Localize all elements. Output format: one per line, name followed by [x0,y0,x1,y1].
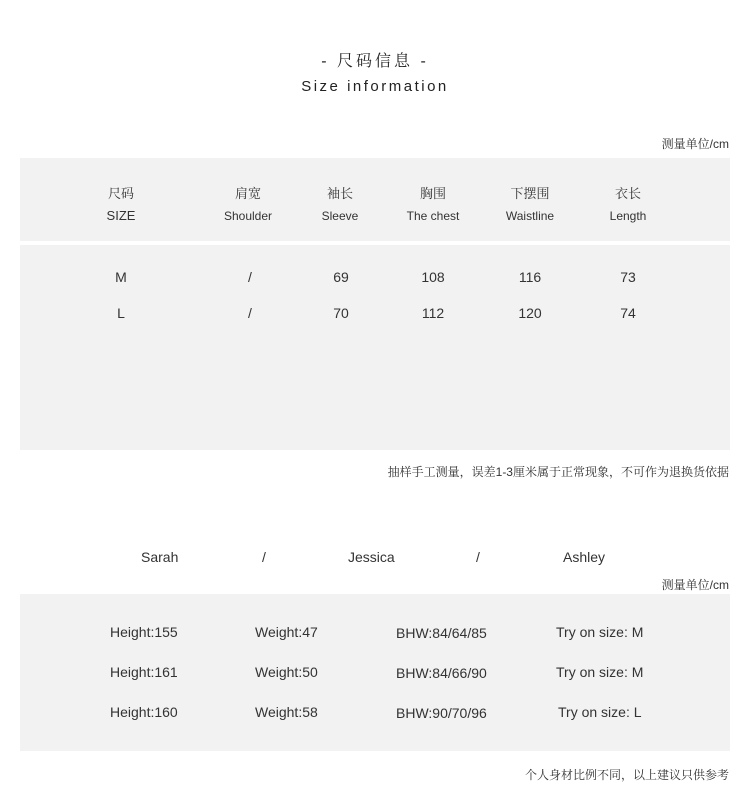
model-name-ashley: Ashley [563,549,606,565]
model-names [0,549,750,569]
header-chest-en: The chest [406,209,460,223]
model-bhw: BHW:84/66/90 [396,665,487,681]
header-waistline-en: Waistline [505,209,555,223]
header-size [66,183,176,223]
header-sleeve-en: Sleeve [321,209,359,223]
names-separator: / [262,549,266,565]
model-height: Height:160 [110,704,178,720]
cell-shoulder: / [248,305,252,321]
model-weight: Weight:50 [255,664,318,680]
section-title-en: Size information [301,78,449,95]
model-try-size: Try on size: M [556,664,644,680]
model-bhw: BHW:84/64/85 [396,625,487,641]
cell-sleeve: 69 [333,269,349,285]
header-chest [378,183,488,223]
cell-chest: 112 [421,305,445,321]
model-try-size: Try on size: M [556,624,644,640]
model-bhw: BHW:90/70/96 [396,705,487,721]
header-length [573,183,683,223]
header-size-cn: 尺码 [107,186,134,201]
model-weight: Weight:47 [255,624,318,640]
cell-size: M [115,269,127,285]
header-waistline [475,183,585,223]
model-weight: Weight:58 [255,704,318,720]
cell-shoulder: / [248,269,252,285]
model-height: Height:155 [110,624,178,640]
header-chest-cn: 胸围 [419,186,446,201]
cell-size: L [117,305,125,321]
model-table [20,594,730,751]
unit-label: 测量单位/cm [661,578,729,592]
cell-waistline: 120 [518,305,542,321]
cell-waistline: 116 [518,269,542,285]
names-separator: / [476,549,480,565]
header-shoulder-en: Shoulder [223,209,273,223]
measurement-note: 抽样手工测量，误差1-3厘米属于正常现象，不可作为退换货依据 [387,465,729,479]
section-title-cn: - 尺码信息 - [321,53,429,70]
size-table-header [20,158,730,241]
header-sleeve-cn: 袖长 [326,186,353,201]
model-name-jessica: Jessica [348,549,395,565]
model-name-sarah: Sarah [141,549,179,565]
cell-length: 74 [620,305,636,321]
header-shoulder-cn: 肩宽 [234,186,261,201]
footer-note: 个人身材比例不同，以上建议只供参考 [524,768,729,782]
header-waistline-cn: 下摆围 [510,186,550,201]
model-height: Height:161 [110,664,178,680]
cell-sleeve: 70 [333,305,349,321]
header-length-cn: 衣长 [614,186,641,201]
header-length-en: Length [609,209,647,223]
model-try-size: Try on size: L [558,704,642,720]
cell-chest: 108 [421,269,445,285]
cell-length: 73 [620,269,636,285]
size-table-body [20,245,730,450]
header-size-en: SIZE [106,208,136,223]
unit-label: 测量单位/cm [661,137,729,151]
